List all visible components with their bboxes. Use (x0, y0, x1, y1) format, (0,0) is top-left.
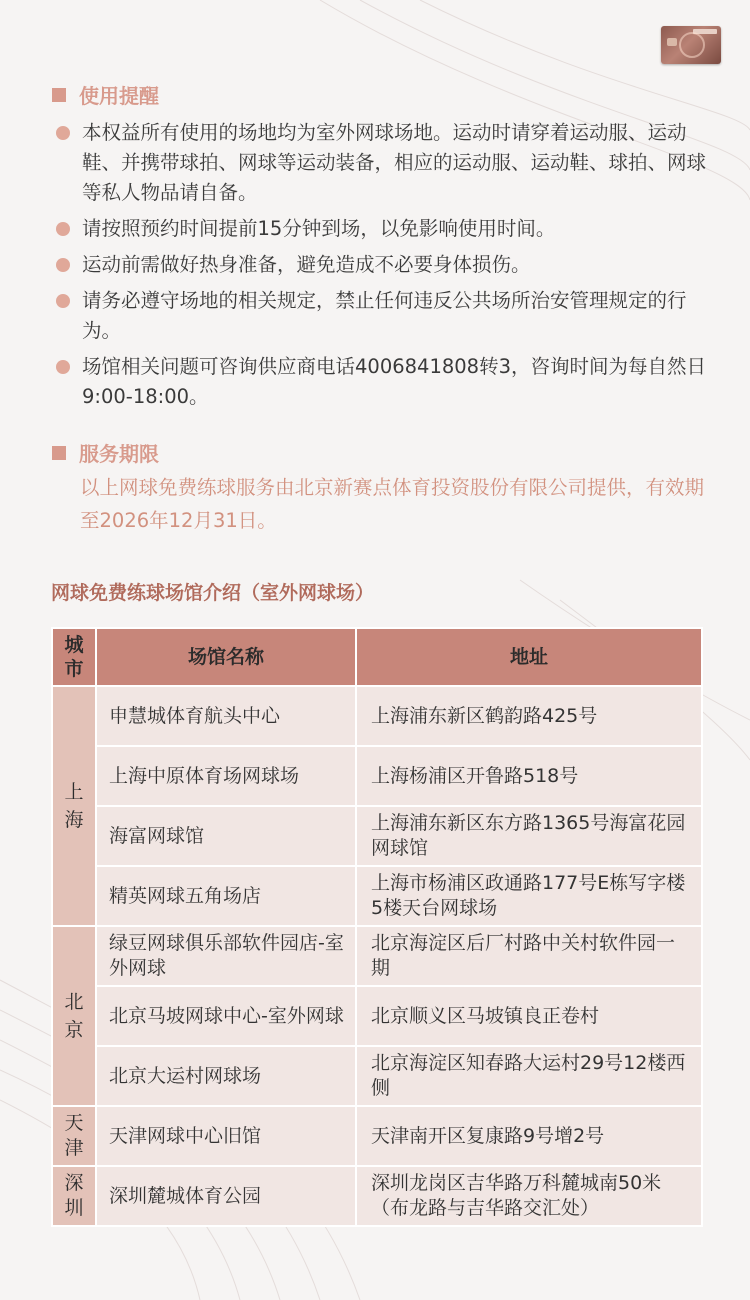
bullet-dot-icon (56, 360, 70, 374)
bullet-dot-icon (56, 222, 70, 236)
venue-table-title: 网球免费练球场馆介绍（室外网球场） (51, 582, 375, 604)
table-row (52, 686, 702, 746)
list-item (56, 286, 706, 346)
city-cell: 天津 (52, 1106, 96, 1166)
table-row (52, 1046, 702, 1106)
service-section-heading (52, 438, 159, 467)
venue-name-cell: 北京马坡网球中心-室外网球 (96, 986, 356, 1046)
bullet-dot-icon (56, 258, 70, 272)
table-row (52, 746, 702, 806)
venue-name-cell: 天津网球中心旧馆 (96, 1106, 356, 1166)
address-cell: 上海杨浦区开鲁路518号 (356, 746, 702, 806)
venue-name-cell: 上海中原体育场网球场 (96, 746, 356, 806)
square-marker-icon (52, 88, 66, 102)
list-item (56, 250, 706, 280)
venue-name-cell: 深圳麓城体育公园 (96, 1166, 356, 1226)
city-cell: 深圳 (52, 1166, 96, 1226)
address-cell: 上海市杨浦区政通路177号E栋写字楼5楼天台网球场 (356, 866, 702, 926)
table-header-row (52, 628, 702, 686)
table-row (52, 1106, 702, 1166)
list-item (56, 118, 706, 208)
venue-table (51, 627, 703, 1227)
column-header-venue-name: 场馆名称 (96, 628, 356, 686)
address-cell: 北京顺义区马坡镇良正卷村 (356, 986, 702, 1046)
card-swirl-decoration (679, 32, 705, 58)
list-item-text: 运动前需做好热身准备，避免造成不必要身体损伤。 (82, 253, 531, 276)
address-cell: 上海浦东新区鹤韵路425号 (356, 686, 702, 746)
address-cell: 天津南开区复康路9号增2号 (356, 1106, 702, 1166)
list-item-text: 请按照预约时间提前15分钟到场，以免影响使用时间。 (82, 217, 556, 240)
table-row (52, 926, 702, 986)
bullet-dot-icon (56, 126, 70, 140)
column-header-address: 地址 (356, 628, 702, 686)
table-row (52, 866, 702, 926)
address-cell: 北京海淀区知春路大运村29号12楼西侧 (356, 1046, 702, 1106)
list-item (56, 214, 706, 244)
list-item-text: 本权益所有使用的场地均为室外网球场地。运动时请穿着运动服、运动鞋、并携带球拍、网球等运动装备，相应的运动服、运动鞋、球拍、网球等私人物品请自备。 (82, 121, 707, 204)
bank-card-thumbnail (661, 26, 721, 64)
venue-name-cell: 申慧城体育航头中心 (96, 686, 356, 746)
service-period-text: 以上网球免费练球服务由北京新赛点体育投资股份有限公司提供，有效期至2026年12月31日。 (80, 476, 705, 532)
table-row (52, 1166, 702, 1226)
column-header-city: 城市 (52, 628, 96, 686)
venue-name-cell: 海富网球馆 (96, 806, 356, 866)
venue-name-cell: 精英网球五角场店 (96, 866, 356, 926)
city-cell: 上海 (52, 686, 96, 926)
list-item (56, 352, 706, 412)
address-cell: 上海浦东新区东方路1365号海富花园网球馆 (356, 806, 702, 866)
service-heading-text: 服务期限 (79, 442, 159, 466)
table-row (52, 986, 702, 1046)
city-cell: 北京 (52, 926, 96, 1106)
usage-reminder-list (56, 118, 706, 418)
address-cell: 深圳龙岗区吉华路万科麓城南50米（布龙路与吉华路交汇处） (356, 1166, 702, 1226)
list-item-text: 场馆相关问题可咨询供应商电话4006841808转3，咨询时间为每自然日9:00-18:00。 (82, 355, 706, 408)
address-cell: 北京海淀区后厂村路中关村软件园一期 (356, 926, 702, 986)
usage-section-heading (52, 80, 159, 109)
table-row (52, 806, 702, 866)
square-marker-icon (52, 446, 66, 460)
venue-name-cell: 绿豆网球俱乐部软件园店-室外网球 (96, 926, 356, 986)
card-chip-icon (667, 38, 677, 46)
venue-name-cell: 北京大运村网球场 (96, 1046, 356, 1106)
bullet-dot-icon (56, 294, 70, 308)
list-item-text: 请务必遵守场地的相关规定，禁止任何违反公共场所治安管理规定的行为。 (82, 289, 687, 342)
usage-heading-text: 使用提醒 (79, 84, 159, 108)
